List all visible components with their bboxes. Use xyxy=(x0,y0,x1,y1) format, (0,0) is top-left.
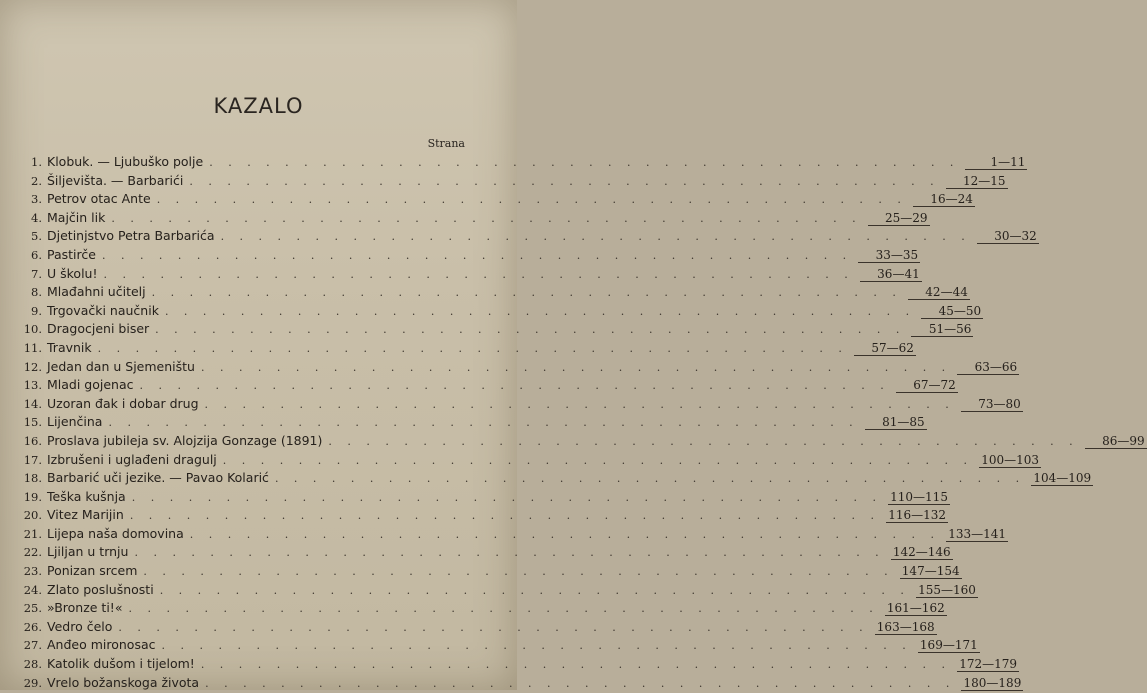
toc-leader-dots: . . . . . . . . . . . . . . . . . . . . . . . . . . . . . . . . . . . . . . . . xyxy=(222,453,974,467)
toc-entry-title: Vedro čelo xyxy=(47,618,113,634)
toc-entry-number: 8. xyxy=(31,285,42,300)
toc-entry-pages: 51—56 xyxy=(911,322,973,337)
toc-entry-title: Šiljevišta. — Barbarići xyxy=(47,172,184,188)
page-column-header: Strana xyxy=(427,137,465,150)
toc-entry xyxy=(20,321,972,340)
toc-entry-title: Lijenčina xyxy=(47,414,103,430)
toc-entry-title: Ponizan srcem xyxy=(47,563,138,579)
toc-entry-pages: 63—66 xyxy=(957,360,1019,375)
toc-entry xyxy=(20,339,914,359)
toc-entry-title: Petrov otac Ante xyxy=(47,191,151,207)
toc-entry xyxy=(20,563,960,582)
toc-entry-number: 20. xyxy=(23,508,42,523)
toc-entry xyxy=(20,191,973,210)
toc-entry-number: 14. xyxy=(23,396,42,411)
toc-entry-pages: 133—141 xyxy=(946,527,1008,542)
toc-entry-pages: 12—15 xyxy=(946,174,1008,189)
toc-entry xyxy=(20,377,956,396)
toc-entry-number: 3. xyxy=(31,192,42,207)
toc-entry-number: 25. xyxy=(23,601,42,616)
toc-entry-number: 2. xyxy=(31,173,42,188)
toc-entry-number: 24. xyxy=(23,582,42,597)
toc-entry-number: 7. xyxy=(31,266,42,281)
toc-entry xyxy=(20,507,947,526)
toc-entry-number: 17. xyxy=(23,452,42,467)
toc-entry-pages: 25—29 xyxy=(868,211,930,226)
toc-entry-pages: 73—80 xyxy=(961,397,1023,412)
toc-entry xyxy=(20,172,1006,192)
toc-entry-number: 10. xyxy=(23,322,42,337)
toc-entry-number: 6. xyxy=(31,247,42,262)
toc-entry-pages: 16—24 xyxy=(913,192,975,207)
toc-leader-dots: . . . . . . . . . . . . . . . . . . . . . . . . . . . . . . . . . . . . . . . . xyxy=(189,527,940,541)
toc-entry xyxy=(20,432,1145,452)
toc-entry xyxy=(20,395,1021,415)
toc-leader-dots: . . . . . . . . . . . . . . . . . . . . . . . . . . . . . . . . . . . . . . . . xyxy=(103,267,854,281)
toc-entry-number: 9. xyxy=(31,303,42,318)
toc-entry-pages: 163—168 xyxy=(875,620,937,635)
toc-entry-number: 16. xyxy=(23,433,42,448)
toc-leader-dots: . . . . . . . . . . . . . . . . . . . . . . . . . . . . . . . . . . . . . . . . xyxy=(134,546,885,560)
toc-entry-title: Zlato poslušnosti xyxy=(47,581,154,597)
toc-entry xyxy=(20,544,951,563)
toc-entry-pages: 155—160 xyxy=(916,583,978,598)
toc-leader-dots: . . . . . . . . . . . . . . . . . . . . . . . . . . . . . . . . . . . . . . . . xyxy=(159,583,910,597)
toc-leader-dots: . . . . . . . . . . . . . . . . . . . . . . . . . . . . . . . . . . . . . . . . xyxy=(209,156,960,169)
toc-leader-dots: . . . . . . . . . . . . . . . . . . . . . . . . . . . . . . . . . . . . . . . . xyxy=(129,509,881,523)
toc-entry-pages: 33—35 xyxy=(858,248,920,263)
toc-leader-dots: . . . . . . . . . . . . . . . . . . . . . . . . . . . . . . . . . . . . . . . . xyxy=(118,620,869,634)
toc-entry-number: 1. xyxy=(31,155,42,169)
toc-entry-number: 28. xyxy=(23,657,42,672)
toc-leader-dots: . . . . . . . . . . . . . . . . . . . . . . . . . . . . . . . . . . . . . . . . xyxy=(164,304,916,318)
toc-entry-number: 11. xyxy=(23,340,42,355)
toc-leader-dots: . . . . . . . . . . . . . . . . . . . . . . . . . . . . . . . . . . . . . . . . xyxy=(220,230,971,244)
toc-entry-title: Trgovački naučnik xyxy=(47,302,159,318)
toc-entry-pages: 104—109 xyxy=(1031,471,1093,486)
toc-entry-title: Jedan dan u Sjemeništu xyxy=(47,358,195,374)
toc-entry-title: Klobuk. — Ljubuško polje xyxy=(47,154,204,169)
toc-entry-pages: 81—85 xyxy=(865,415,927,430)
toc-entry-number: 4. xyxy=(31,210,42,225)
toc-entry-pages: 42—44 xyxy=(908,285,970,300)
toc-entry-title: U školu! xyxy=(47,265,98,281)
toc-entry-title: Vrelo božanskoga života xyxy=(47,674,200,690)
toc-leader-dots: . . . . . . . . . . . . . . . . . . . . . . . . . . . . . . . . . . . . . . . . xyxy=(128,602,879,616)
toc-entry xyxy=(20,637,978,656)
toc-entry-pages: 57—62 xyxy=(854,341,916,356)
toc-entry-number: 26. xyxy=(23,619,42,634)
toc-entry-number: 21. xyxy=(23,526,42,541)
toc-entry-pages: 169—171 xyxy=(918,638,980,653)
toc-leader-dots: . . . . . . . . . . . . . . . . . . . . . . . . . . . . . . . . . . . . . . . . xyxy=(139,379,890,393)
toc-leader-dots: . . . . . . . . . . . . . . . . . . . . . . . . . . . . . . . . . . . . . . . . xyxy=(200,658,952,672)
toc-entry-title: Uzoran đak i dobar drug xyxy=(47,395,199,411)
toc-entry xyxy=(20,414,925,433)
toc-entry-title: Mladi gojenac xyxy=(47,377,134,393)
toc-leader-dots: . . . . . . . . . . . . . . . . . . . . . . . . . . . . . . . . . . . . . . . . xyxy=(97,341,848,355)
toc-entry-title: Travnik xyxy=(47,339,92,355)
toc-leader-dots: . . . . . . . . . . . . . . . . . . . . . . . . . . . . . . . . . . . . . . . . xyxy=(108,416,859,430)
toc-leader-dots: . . . . . . . . . . . . . . . . . . . . . . . . . . . . . . . . . . . . . . . . xyxy=(328,434,1079,448)
toc-entry-number: 15. xyxy=(23,415,42,430)
toc-entry-pages: 45—50 xyxy=(921,304,983,319)
toc-entry-pages: 172—179 xyxy=(957,657,1019,672)
toc-entry-pages: 100—103 xyxy=(979,453,1041,468)
toc-entry xyxy=(20,265,920,285)
toc-entry-title: Teška kušnja xyxy=(47,488,126,504)
toc-entry-pages: 116—132 xyxy=(886,508,948,523)
table-of-contents xyxy=(20,154,1145,693)
toc-entry-pages: 180—189 xyxy=(961,676,1023,691)
toc-entry-title: Vitez Marijin xyxy=(47,507,124,523)
toc-entry xyxy=(20,209,928,229)
toc-leader-dots: . . . . . . . . . . . . . . . . . . . . . . . . . . . . . . . . . . . . . . . . xyxy=(204,397,955,411)
page-title: KAZALO xyxy=(213,94,304,118)
toc-entry-title: »Bronze ti!« xyxy=(47,600,123,616)
toc-entry-number: 29. xyxy=(23,675,42,690)
toc-entry xyxy=(20,451,1040,471)
toc-entry-pages: 67—72 xyxy=(896,378,958,393)
toc-entry-title: Barbarić uči jezike. — Pavao Kolarić xyxy=(47,470,269,486)
toc-leader-dots: . . . . . . . . . . . . . . . . . . . . . . . . . . . . . . . . . . . . . . . . xyxy=(189,174,940,188)
toc-entry xyxy=(20,246,919,266)
toc-leader-dots: . . . . . . . . . . . . . . . . . . . . . . . . . . . . . . . . . . . . . . . . xyxy=(161,639,912,653)
toc-entry xyxy=(20,154,1026,173)
toc-entry-number: 19. xyxy=(23,489,42,504)
toc-entry-number: 23. xyxy=(23,564,42,579)
toc-entry-pages: 86—99 xyxy=(1085,434,1147,449)
toc-entry-title: Majčin lik xyxy=(47,209,106,225)
toc-entry-title: Djetinjstvo Petra Barbarića xyxy=(47,228,215,244)
toc-entry-pages: 1—11 xyxy=(965,155,1027,170)
toc-entry-title: Mlađahni učitelj xyxy=(47,284,146,300)
toc-entry-number: 18. xyxy=(23,471,42,486)
toc-entry-number: 13. xyxy=(23,378,42,393)
toc-entry xyxy=(20,302,982,322)
toc-leader-dots: . . . . . . . . . . . . . . . . . . . . . . . . . . . . . . . . . . . . . . . . xyxy=(200,360,952,374)
toc-entry xyxy=(20,228,1037,247)
toc-entry-title: Anđeo mironosac xyxy=(47,637,156,653)
toc-entry-pages: 161—162 xyxy=(885,601,947,616)
toc-entry xyxy=(20,470,1092,489)
toc-entry xyxy=(20,525,1006,545)
toc-leader-dots: . . . . . . . . . . . . . . . . . . . . . . . . . . . . . . . . . . . . . . . . xyxy=(143,565,894,579)
toc-entry xyxy=(20,488,948,508)
toc-leader-dots: . . . . . . . . . . . . . . . . . . . . . . . . . . . . . . . . . . . . . . . . xyxy=(274,472,1026,486)
toc-entry-number: 27. xyxy=(23,638,42,653)
toc-leader-dots: . . . . . . . . . . . . . . . . . . . . . . . . . . . . . . . . . . . . . . . . xyxy=(111,211,862,225)
toc-entry-pages: 30—32 xyxy=(977,229,1039,244)
toc-entry-pages: 36—41 xyxy=(860,267,922,282)
toc-leader-dots: . . . . . . . . . . . . . . . . . . . . . . . . . . . . . . . . . . . . . . . . xyxy=(156,193,907,207)
toc-leader-dots: . . . . . . . . . . . . . . . . . . . . . . . . . . . . . . . . . . . . . . . . xyxy=(205,676,956,690)
toc-leader-dots: . . . . . . . . . . . . . . . . . . . . . . . . . . . . . . . . . . . . . . . . xyxy=(131,490,882,504)
toc-entry-title: Proslava jubileja sv. Alojzija Gonzage (1891) xyxy=(47,432,323,448)
toc-leader-dots: . . . . . . . . . . . . . . . . . . . . . . . . . . . . . . . . . . . . . . . . xyxy=(151,286,902,300)
toc-entry-title: Dragocjeni biser xyxy=(47,321,150,337)
toc-entry-number: 5. xyxy=(31,229,42,244)
toc-leader-dots: . . . . . . . . . . . . . . . . . . . . . . . . . . . . . . . . . . . . . . . . xyxy=(101,248,853,262)
toc-entry-title: Izbrušeni i uglađeni dragulj xyxy=(47,451,217,467)
toc-entry-title: Pastirče xyxy=(47,246,96,262)
toc-entry xyxy=(20,618,935,638)
toc-entry-title: Lijepa naša domovina xyxy=(47,525,184,541)
toc-entry-title: Ljiljan u trnju xyxy=(47,544,129,560)
toc-leader-dots: . . . . . . . . . . . . . . . . . . . . . . . . . . . . . . . . . . . . . . . . xyxy=(155,323,906,337)
toc-entry xyxy=(20,674,1022,693)
toc-entry xyxy=(20,656,1018,675)
toc-entry xyxy=(20,284,968,303)
toc-entry xyxy=(20,358,1018,378)
toc-entry-number: 22. xyxy=(23,545,42,560)
toc-entry-number: 12. xyxy=(23,359,42,374)
toc-entry xyxy=(20,581,976,601)
toc-entry-title: Katolik dušom i tijelom! xyxy=(47,656,195,672)
toc-entry-pages: 142—146 xyxy=(891,545,953,560)
toc-entry-pages: 110—115 xyxy=(888,490,950,505)
toc-entry xyxy=(20,600,945,619)
toc-entry-pages: 147—154 xyxy=(900,564,962,579)
